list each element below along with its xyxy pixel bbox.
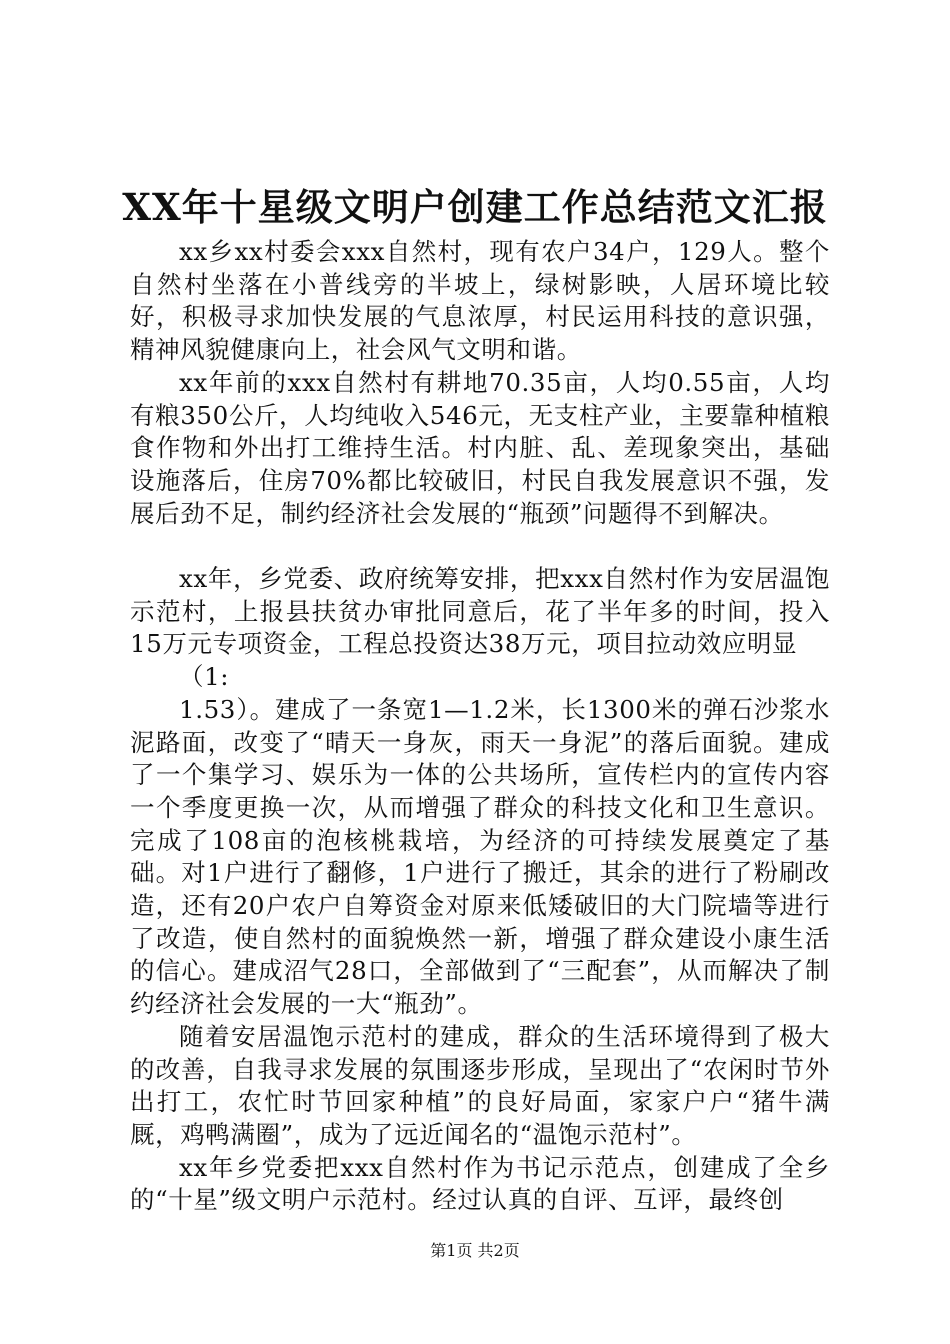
paragraph-prior-conditions: xx年前的xxx自然村有耕地70.35亩，人均0.55亩，人均有粮350公斤，人均纯收入546元，无支柱产业，主要靠种植粮食作物和外出打工维持生活。村内脏、乱、差现象突出，基础设施落后，住房70%都比较破旧，村民自我发展意识不强，发展后劲不足，制约经济社会发展的“瓶颈”问题得不到解决。 (130, 367, 830, 528)
paragraph-ten-star-village: xx年乡党委把xxx自然村作为书记示范点，创建成了全乡的“十星”级文明户示范村。经过认真的自评、互评，最终创 (130, 1152, 830, 1215)
document-title: XX年十星级文明户创建工作总结范文汇报 (122, 185, 828, 229)
paragraph-living-improvement: 随着安居温饱示范村的建成，群众的生活环境得到了极大的改善，自我寻求发展的氛围逐步形成，呈现出了“农闲时节外出打工，农忙时节回家种植”的良好局面，家家户户“猪牛满厩，鸡鸭满圈”，成为了远近闻名的“温饱示范村”。 (130, 1021, 830, 1149)
paragraph-ratio-fragment: （1: (179, 662, 230, 692)
paragraph-village-overview: xx乡xx村委会xxx自然村，现有农户34户，129人。整个自然村坐落在小普线旁的半坡上，绿树影映，人居环境比较好，积极寻求加快发展的气息浓厚，村民运用科技的意识强，精神风貌健康向上，社会风气文明和谐。 (130, 237, 830, 365)
page-number-footer: 第1页 共2页 (430, 1241, 520, 1260)
paragraph-construction-results: 1.53）。建成了一条宽1—1.2米，长1300米的弹石沙浆水泥路面，改变了“晴天一身灰，雨天一身泥”的落后面貌。建成了一个集学习、娱乐为一体的公共场所，宣传栏内的宣传内容一个季度更换一次，从而增强了群众的科技文化和卫生意识。完成了108亩的泡核桃栽培，为经济的可持续发展奠定了基础。对1户进行了翻修，1户进行了搬迁，其余的进行了粉刷改造，还有20户农户自筹资金对原来低矮破旧的大门院墙等进行了改造，使自然村的面貌焕然一新，增强了群众建设小康生活的信心。建成沼气28口，全部做到了“三配套”，从而解决了制约经济社会发展的一大“瓶劲”。 (130, 694, 830, 1019)
document-body (130, 236, 830, 1217)
paragraph-project-investment: xx年，乡党委、政府统筹安排，把xxx自然村作为安居温饱示范村，上报县扶贫办审批同意后，花了半年多的时间，投入15万元专项资金，工程总投资达38万元，项目拉动效应明显 (130, 564, 830, 659)
